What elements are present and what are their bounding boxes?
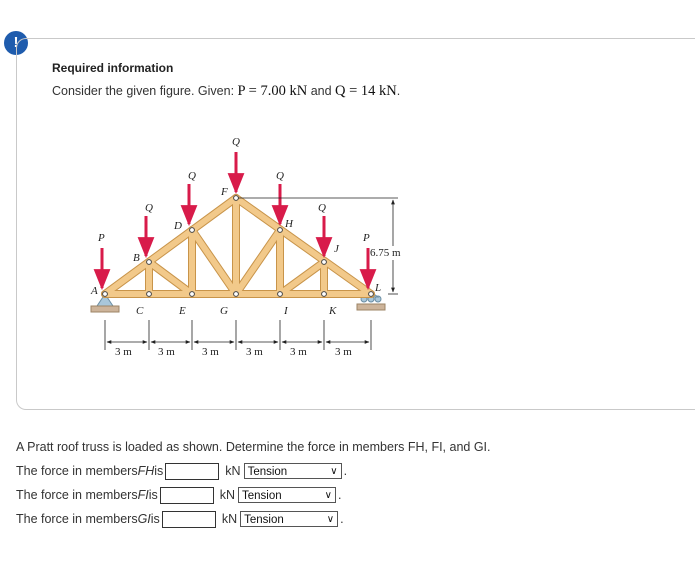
unit-label: kN — [221, 512, 238, 526]
p-value: P = 7.00 kN — [237, 83, 308, 99]
node-label-d: D — [174, 220, 182, 232]
row-is: is — [154, 464, 164, 478]
span-label-6: 3 m — [335, 346, 352, 358]
node-label-c: C — [136, 305, 144, 317]
load-label-q-f: Q — [232, 136, 240, 148]
given-prefix: Consider the given figure. Given: — [52, 84, 238, 98]
member-name: GI — [137, 512, 151, 526]
answer-row-fi — [16, 484, 341, 506]
unit-label: kN — [225, 464, 241, 478]
node-label-b: B — [133, 252, 140, 264]
row-prefix: The force in members — [16, 488, 138, 502]
info-title: Required information — [52, 61, 174, 75]
row-prefix: The force in members — [16, 512, 138, 526]
unit-label: kN — [219, 488, 235, 502]
load-label-q-j: Q — [318, 202, 326, 214]
force-fi-input[interactable] — [160, 487, 214, 504]
span-label-1: 3 m — [115, 346, 132, 358]
load-label-q-h: Q — [276, 170, 284, 182]
node-label-k: K — [329, 305, 337, 317]
force-gi-input[interactable] — [162, 511, 216, 528]
node-label-f: F — [221, 186, 228, 198]
selected-value: Tension — [247, 466, 288, 478]
chevron-down-icon: ∨ — [324, 490, 332, 501]
period: . — [340, 512, 344, 526]
node-label-j: J — [334, 243, 339, 255]
given-statement — [52, 83, 400, 100]
load-label-q-b: Q — [145, 202, 153, 214]
and-text: and — [307, 84, 336, 98]
q-value: Q = 14 kN — [335, 83, 397, 99]
answer-row-gi — [16, 508, 344, 530]
load-label-q-d: Q — [188, 170, 196, 182]
period: . — [338, 488, 342, 502]
member-name: FI — [137, 488, 149, 502]
node-label-e: E — [179, 305, 186, 317]
row-is: is — [150, 512, 160, 526]
load-label-p-right: P — [363, 232, 370, 244]
span-dimension — [105, 320, 371, 350]
row-is: is — [148, 488, 158, 502]
span-label-5: 3 m — [290, 346, 307, 358]
row-prefix: The force in members — [16, 464, 138, 478]
node-label-h: H — [285, 218, 293, 230]
node-label-g: G — [220, 305, 228, 317]
member-name: FH — [137, 464, 155, 478]
span-label-2: 3 m — [158, 346, 175, 358]
answer-row-fh — [16, 460, 347, 482]
chevron-down-icon: ∨ — [326, 514, 335, 525]
span-label-3: 3 m — [202, 346, 219, 358]
truss-figure — [88, 128, 418, 368]
force-gi-type-select[interactable] — [240, 511, 338, 527]
node-label-i: I — [284, 305, 288, 317]
force-fh-type-select[interactable] — [244, 463, 342, 479]
given-suffix: . — [396, 84, 401, 98]
selected-value: Tension — [242, 490, 282, 502]
alert-icon: ! — [4, 31, 28, 55]
span-label-4: 3 m — [246, 346, 263, 358]
load-label-p-left: P — [98, 232, 105, 244]
chevron-down-icon: ∨ — [330, 466, 338, 477]
selected-value: Tension — [244, 514, 284, 526]
height-label: 6.75 m — [370, 247, 401, 259]
period: . — [343, 464, 348, 478]
problem-description: A Pratt roof truss is loaded as shown. Determine the force in members FH, FI, and GI. — [16, 440, 491, 454]
node-label-l: L — [375, 282, 382, 294]
node-label-a: A — [91, 285, 98, 297]
force-fi-type-select[interactable] — [238, 487, 336, 503]
force-fh-input[interactable] — [165, 463, 219, 480]
